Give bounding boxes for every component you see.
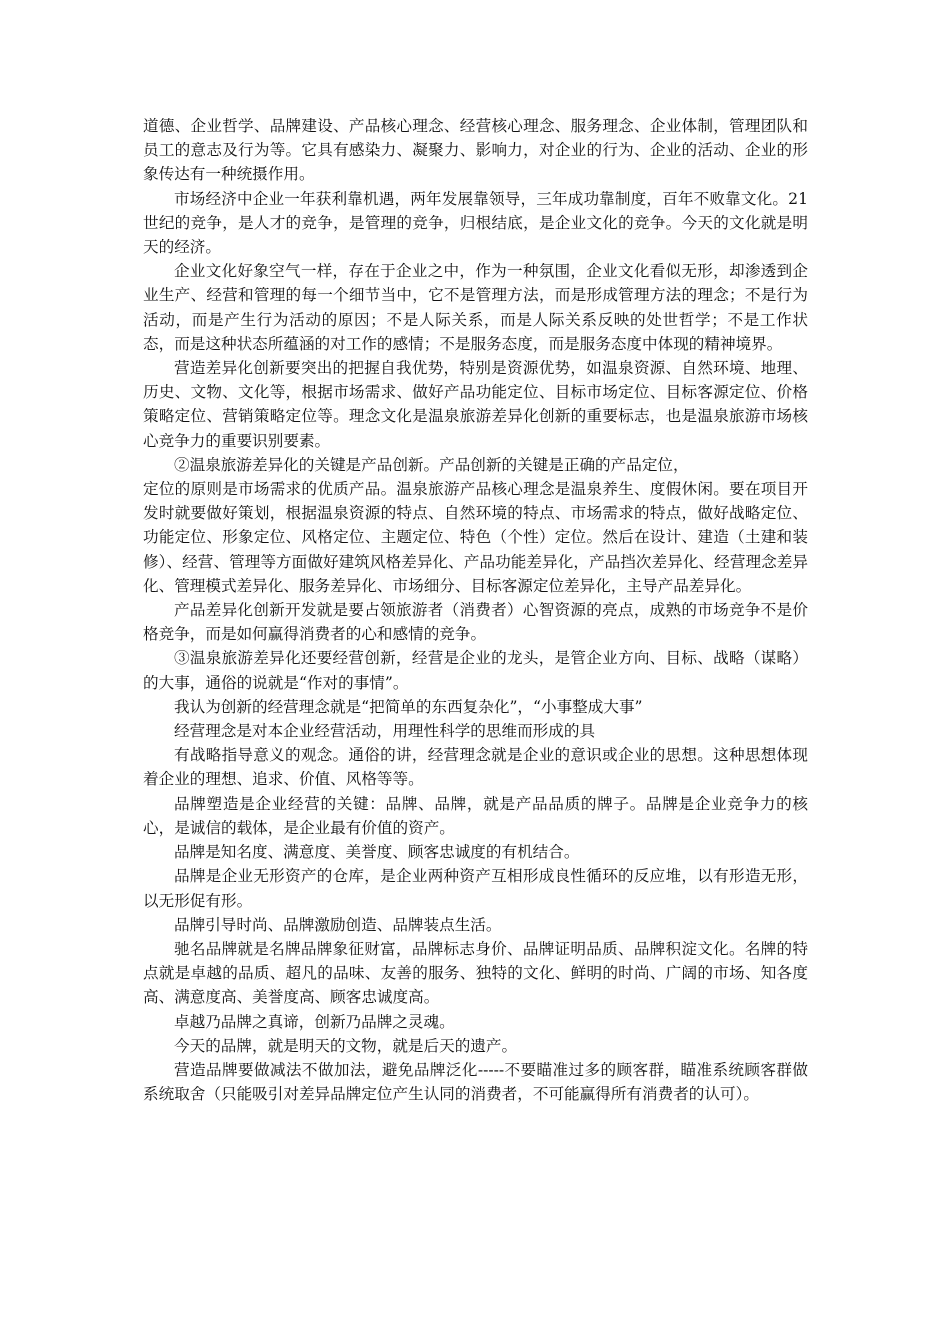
paragraph-brand-heritage: 今天的品牌，就是明天的文物，就是后天的遗产。 bbox=[174, 1036, 518, 1055]
paragraph-product-innovation: ②温泉旅游差异化的关键是产品创新。产品创新的关键是正确的产品定位， bbox=[174, 455, 689, 474]
paragraph-culture-like-air: 企业文化好象空气一样，存在于企业之中，作为一种氛围，企业文化看似无形，却渗透到企业生产、经营和管理的每一个细节当中，它不是管理方法，而是形成管理方法的理念；不是行为活动，而是产生行为活动的原因；不是人际关系，而是人际关系反映的处世哲学；不是工作状态，而是这种状态所蕴涵的对工作的感情；不是服务态度，而是服务态度中体现的精神境界。 bbox=[143, 262, 808, 353]
paragraph-market-economy: 市场经济中企业一年获利靠机遇，两年发展靠领导，三年成功靠制度，百年不败靠文化。21 世纪的竞争，是人才的竞争，是管理的竞争，归根结底，是企业文化的竞争。今天的文化就是明天的经济。 bbox=[143, 189, 808, 257]
paragraph-brand-essence: 卓越乃品牌之真谛，创新乃品牌之灵魂。 bbox=[174, 1012, 455, 1031]
paragraph-management-concept-definition: 经营理念是对本企业经营活动，用理性科学的思维而形成的具 bbox=[174, 722, 596, 741]
paragraph-famous-brand: 驰名品牌就是名牌品牌象征财富，品牌标志身价、品牌证明品质、品牌积淀文化。名牌的特点就是卓越的品质、超凡的品味、友善的服务、独特的文化、鲜明的时尚、广阔的市场、知各度高、满意度高、美誉度高、顾客忠诚度高。 bbox=[143, 939, 808, 1007]
paragraph-product-differentiation: 产品差异化创新开发就是要占领旅游者（消费者）心智资源的亮点，成熟的市场竞争不是价格竞争，而是如何赢得消费者的心和感情的竞争。 bbox=[143, 601, 808, 644]
paragraph-brand-fashion: 品牌引导时尚、品牌激励创造、品牌装点生活。 bbox=[174, 915, 502, 934]
paragraph-differentiation-innovation: 营造差异化创新要突出的把握自我优势，特别是资源优势，如温泉资源、自然环境、地理、历史、文物、文化等，根据市场需求、做好产品功能定位、目标市场定位、目标客源定位、价格策略定位、营销策略定位等。理念文化是温泉旅游差异化创新的重要标志，也是温泉旅游市场核心竞争力的重要识别要素。 bbox=[143, 359, 808, 450]
paragraph-brand-intangible-assets: 品牌是企业无形资产的仓库，是企业两种资产互相形成良性循环的反应堆，以有形造无形，以无形促有形。 bbox=[143, 867, 808, 910]
paragraph-management-innovation: ③温泉旅游差异化还要经营创新，经营是企业的龙头，是管企业方向、目标、战略（谋略）的大事，通俗的说就是“作对的事情”。 bbox=[143, 649, 808, 692]
document-page bbox=[143, 114, 808, 1106]
paragraph-strategic-guidance: 有战略指导意义的观念。通俗的讲，经营理念就是企业的意识或企业的思想。这种思想体现着企业的理想、追求、价值、风格等等。 bbox=[143, 746, 808, 789]
paragraph-management-concept-opinion: 我认为创新的经营理念就是“把简单的东西复杂化”，“小事整成大事” bbox=[174, 697, 643, 716]
paragraph-positioning-principle: 定位的原则是市场需求的优质产品。温泉旅游产品核心理念是温泉养生、度假休闲。要在项目开发时就要做好策划，根据温泉资源的特点、自然环境的特点、市场需求的特点，做好战略定位、功能定位、形象定位、风格定位、主题定位、特色（个性）定位。然后在设计、建造（土建和装修）、经营、管理等方面做好建筑风格差异化、产品功能差异化，产品挡次差异化、经营理念差异化、管理模式差异化、服务差异化、市场细分、目标客源定位差异化，主导产品差异化。 bbox=[143, 480, 808, 595]
paragraph-culture-elements: 道德、企业哲学、品牌建设、产品核心理念、经营核心理念、服务理念、企业体制，管理团队和员工的意志及行为等。它具有感染力、凝聚力、影响力，对企业的行为、企业的活动、企业的形象传达有一种统摄作用。 bbox=[143, 117, 808, 184]
paragraph-brand-shaping: 品牌塑造是企业经营的关键：品牌、品牌，就是产品品质的牌子。品牌是企业竞争力的核心，是诚信的载体，是企业最有价值的资产。 bbox=[143, 794, 808, 837]
paragraph-brand-subtraction: 营造品牌要做减法不做加法，避免品牌泛化-----不要瞄准过多的顾客群，瞄准系统顾客群做系统取舍（只能吸引对差异品牌定位产生认同的消费者，不可能赢得所有消费者的认可）。 bbox=[143, 1060, 808, 1104]
paragraph-brand-combination: 品牌是知名度、满意度、美誉度、顾客忠诚度的有机结合。 bbox=[174, 843, 580, 862]
